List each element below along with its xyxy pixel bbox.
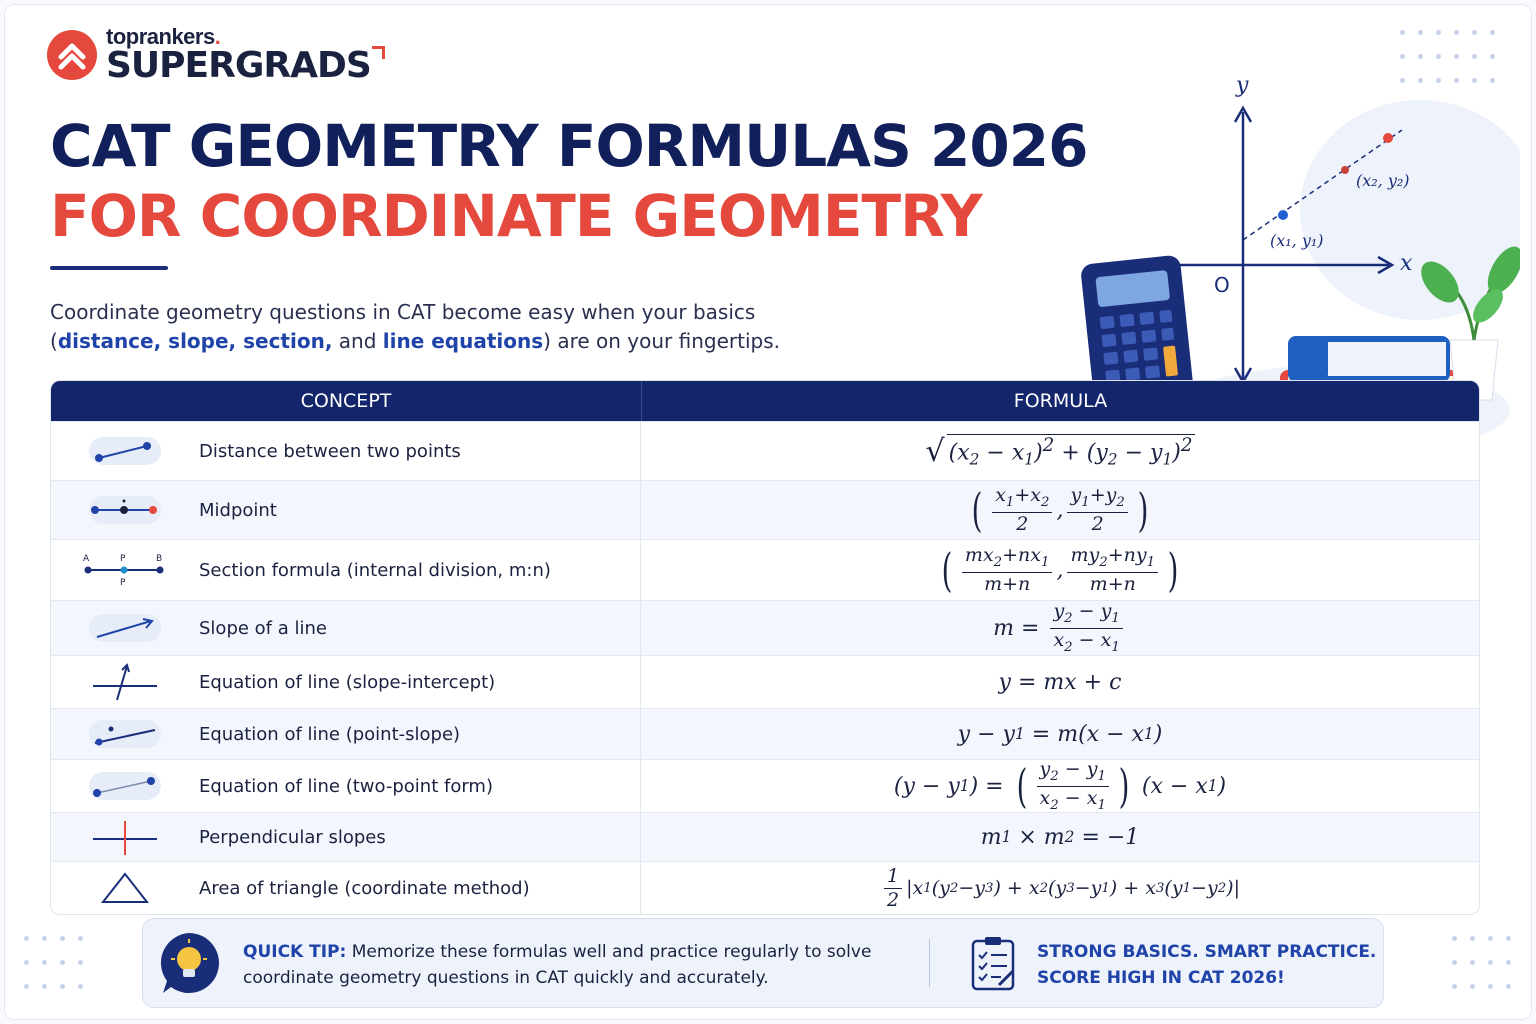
lightbulb-icon xyxy=(157,931,221,995)
point3-marker xyxy=(1383,133,1393,143)
concept-label: Section formula (internal division, m:n) xyxy=(199,540,641,600)
concept-label: Midpoint xyxy=(199,481,641,539)
point2-marker xyxy=(1341,166,1349,174)
svg-text:A: A xyxy=(83,554,90,564)
formula-perpendicular: m 1 × m 2 = −1 xyxy=(980,824,1140,850)
tip-divider xyxy=(929,939,930,987)
column-header-formula: FORMULA xyxy=(1013,390,1108,412)
perpendicular-icon xyxy=(85,817,165,857)
formula-distance: √ $(x_2 - x_1)^2 + (y_2 - y_1)^2$ xyxy=(925,433,1193,469)
svg-text:P: P xyxy=(120,554,126,564)
triangle-icon xyxy=(95,868,155,908)
formula-midpoint: ( $\frac{x_1+x_2}{2}$ , $\frac{y_1+y_2}{2}$ ) xyxy=(971,483,1149,537)
origin-label: O xyxy=(1214,273,1230,297)
x-axis-label: x xyxy=(1400,251,1413,276)
table-row xyxy=(51,708,1479,759)
table-row xyxy=(51,655,1479,708)
table-row xyxy=(51,600,1479,655)
svg-text:P: P xyxy=(120,578,126,588)
table-row xyxy=(51,480,1479,539)
concept-label: Equation of line (point-slope) xyxy=(199,709,641,759)
table-row xyxy=(51,421,1479,480)
quick-tip-banner xyxy=(142,918,1384,1008)
dot-grid-bottom-left xyxy=(24,936,94,1006)
table-row xyxy=(51,861,1479,914)
formula-point-slope: y − y 1 = m ( x − x 1 ) xyxy=(957,721,1163,747)
section-icon xyxy=(80,550,170,590)
table-row xyxy=(51,812,1479,861)
formula-slope-intercept: y = mx + c xyxy=(998,669,1122,695)
quick-tip-text: QUICK TIP: Memorize these formulas well and practice regularly to solve coordinate geometry questions in CAT quickly and accurately. xyxy=(243,942,872,988)
slogan-text: STRONG BASICS. SMART PRACTICE. SCORE HIGH IN CAT 2026! xyxy=(1037,942,1377,988)
formula-triangle-area: $\frac{1}{2}$ | x 1 ( y 2 − y 3 ) + x 2 ( y 3 − y 1 ) + x 3 ( y 1 − y 2 )| xyxy=(641,862,1479,914)
table-row xyxy=(51,759,1479,812)
column-header-concept: CONCEPT xyxy=(51,381,642,421)
checklist-icon xyxy=(969,935,1017,991)
concept-label: Perpendicular slopes xyxy=(199,813,641,861)
supergrads-logo-icon xyxy=(46,29,98,81)
title-underline xyxy=(50,266,168,270)
concept-label: Slope of a line xyxy=(199,601,641,655)
concept-label: Area of triangle (coordinate method) xyxy=(199,862,641,914)
concept-label: Equation of line (slope-intercept) xyxy=(199,656,641,708)
slope-icon xyxy=(85,611,165,645)
two-point-icon xyxy=(85,769,165,803)
point1-marker xyxy=(1278,210,1288,220)
table-header xyxy=(51,381,1479,421)
distance-icon xyxy=(85,434,165,468)
formula-two-point: ( y − y 1 ) = ( $\frac{y_2 - y_1}{x_2 - x_1}$ ) ( x − x 1 ) xyxy=(893,758,1227,813)
brand-logo-block[interactable] xyxy=(46,26,371,84)
page-title-line2: FOR COORDINATE GEOMETRY xyxy=(50,182,982,250)
point2-label: (x₂, y₂) xyxy=(1356,171,1410,190)
concept-label: Distance between two points xyxy=(199,422,641,480)
formula-slope: m = $\frac{y_2 - y_1}{x_2 - x_1}$ xyxy=(641,601,1479,655)
point-slope-icon xyxy=(85,717,165,751)
formula-table xyxy=(50,380,1480,915)
formula-section: ( $\frac{mx_2+nx_1}{m+n}$ , $\frac{my_2+ny_1}{m+n}$ ) xyxy=(941,543,1179,597)
midpoint-icon xyxy=(85,493,165,527)
page-title-line1: CAT GEOMETRY FORMULAS 2026 xyxy=(50,112,1088,180)
svg-text:B: B xyxy=(156,554,163,564)
point1-label: (x₁, y₁) xyxy=(1270,231,1324,250)
intro-text: Coordinate geometry questions in CAT become easy when your basics (distance, slope, section, and line equations) are on your fingertips. xyxy=(50,300,780,353)
brand-top-text: toprankers. xyxy=(106,24,221,49)
brand-main-text: SUPERGRADS xyxy=(106,48,371,84)
dot-grid-bottom-right xyxy=(1452,936,1522,1006)
concept-label: Equation of line (two-point form) xyxy=(199,760,641,812)
slope-intercept-icon xyxy=(85,662,165,702)
table-row xyxy=(51,539,1479,600)
y-axis-label: y xyxy=(1236,73,1249,98)
